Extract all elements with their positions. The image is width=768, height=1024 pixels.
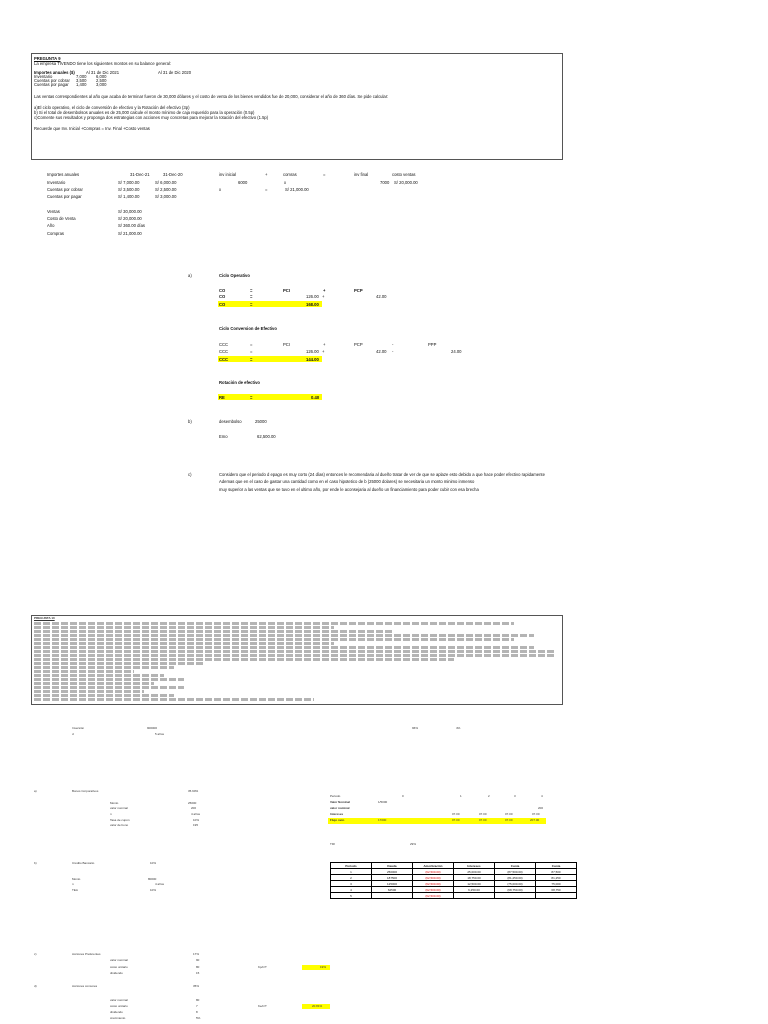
balance-row-v2: S/ 6,000.00	[155, 180, 177, 185]
table-cell: 6,250.00	[454, 887, 495, 893]
q10-d-row-label: valor nominal	[110, 998, 128, 1002]
c-comment-line-1: Considero que el periodo d epago es muy corto (24 días) entonces le recomendaria al dueño tratar de ver de que se aplaze esto debido a que hace poder efectivo rapidamente	[219, 472, 545, 477]
table-cell: (68,750.00)	[495, 887, 536, 893]
amortization-header: Periodo	[331, 863, 372, 869]
inv-r1-initial: 6000	[238, 180, 248, 185]
q10-b-row-label: n	[72, 882, 74, 886]
co-title: Ciclo Operativo	[219, 273, 250, 278]
table-cell: 75,000	[536, 881, 577, 887]
question-9-intro: La empresa TIVENDO tiene los siguientes montos en su balance general:	[34, 61, 172, 66]
q10-c-row-label: valor nominal	[110, 958, 128, 962]
q10-b-pct: 10%	[150, 861, 157, 865]
co-r3-c0: CO	[219, 302, 226, 307]
co-r2-c2: 126.00	[306, 294, 319, 299]
q10-a-row-label: Monto	[110, 801, 119, 805]
q9-recall: Recuerde que Inv. Inicial +Compras = Inv. Final +Costo ventas	[34, 126, 150, 131]
q9-header-2020: Al 31 de Dic 2020	[158, 70, 192, 75]
q10-a-row-value: 200	[191, 806, 197, 810]
question-9-title: PREGUNTA 9	[34, 56, 61, 61]
q10-b-row-value: 80000	[148, 877, 157, 881]
re-result-highlight	[218, 394, 322, 400]
q10-text-line	[34, 678, 184, 681]
q10-d-row-value: 7	[196, 1004, 198, 1008]
flow-row-label: Intereses	[330, 812, 344, 816]
q10-text-line	[34, 682, 154, 685]
ccc-r1-c0: CCC	[219, 342, 229, 347]
flow-total-value: 07.00	[505, 818, 513, 822]
table-cell: (62,500.00)	[413, 869, 454, 875]
table-cell	[454, 893, 495, 899]
q9-row-a: 1,400	[76, 82, 87, 87]
table-cell: 187500	[372, 875, 413, 881]
co-r1-c1: =	[250, 288, 253, 293]
q10-text-line	[34, 646, 534, 649]
q10-d-row-label: costo unitario	[110, 1004, 128, 1008]
amortization-header: Cuota	[495, 863, 536, 869]
re-c1: =	[250, 395, 253, 400]
q10-a-letter: a)	[34, 789, 37, 793]
inv-r2-x: x	[219, 187, 222, 192]
q10-a-row-value: 195	[193, 823, 199, 827]
q10-c-row-label: costo unitario	[110, 965, 128, 969]
flow-total-value: 207.00	[530, 818, 540, 822]
table-cell: 250000	[372, 869, 413, 875]
ccc-r3-c0: CCC	[219, 357, 229, 362]
balance-row-v2: S/ 3,000.00	[155, 194, 177, 199]
q10-a-pct: 35.90%	[188, 789, 199, 793]
q10-d-row-label: crecimiento	[110, 1016, 126, 1020]
co-r3-c2: 168.00	[306, 302, 319, 307]
q10-text-line	[34, 666, 174, 669]
q9-row-b: 2,500	[96, 78, 107, 83]
b-label-2: Emo	[219, 434, 228, 439]
ccc-r2-c4: 42.00	[376, 349, 387, 354]
q10-d-row-value: 5%	[196, 1016, 201, 1020]
q10-misc-n: 5 años	[155, 732, 165, 736]
part-c-letter: c)	[188, 472, 192, 477]
q10-misc-pct-1: 96%	[412, 726, 419, 730]
flow-head-period: 2	[488, 794, 490, 798]
q9-row-label: Cuentas por pagar	[34, 82, 69, 87]
ccc-r3-c1: =	[250, 357, 253, 362]
flow-head-label: Periodo	[330, 794, 341, 798]
table-cell: (62,500.00)	[413, 893, 454, 899]
co-r1-c4: PCP	[354, 288, 363, 293]
table-cell: 4	[331, 887, 372, 893]
ccc-r1-c6: PPP	[428, 342, 437, 347]
q9-row-label: Cuentas por cobrar	[34, 78, 70, 83]
balance-header-2020: 31-Dec-20	[163, 172, 183, 177]
q10-c-pct: 17%	[193, 952, 200, 956]
flow-head-period: 3	[514, 794, 516, 798]
table-row	[331, 893, 577, 899]
q9-sales-text: Las ventas correspondientes al año que acaba de terminar fueron de 30,000 dólares y el costo de venta de los bienes vendidos fue de 20,000, considerar el año de 360 días. Se pide calcular:	[34, 94, 389, 99]
q10-text-line	[34, 622, 514, 625]
part-a-letter: a)	[188, 273, 192, 278]
balance-row-label: Cuentas por pagar	[47, 194, 82, 199]
co-r2-c4: 42.00	[376, 294, 387, 299]
table-cell: 81,250	[536, 875, 577, 881]
q9-question-a: a)El ciclo operativo, el ciclo de conversión de efectivo y la Rotación del efectivo (3p)	[34, 105, 190, 110]
q10-text-line	[34, 698, 314, 701]
re-title: Rotación de efectivo	[219, 380, 260, 385]
q10-d-pct: 35%	[193, 984, 200, 988]
q10-d-label: Acciones comunes	[72, 984, 98, 988]
ccc-r1-c5: -	[392, 342, 394, 347]
flow-total-value: 17000	[378, 818, 387, 822]
q10-misc-pct-2: 4%	[456, 726, 461, 730]
balance-row2-value: S/ 21,000.00	[118, 231, 142, 236]
flow-row-value: 07.00	[452, 812, 460, 816]
ccc-r2-c6: 24.00	[451, 349, 462, 354]
b-value-1: 25000	[255, 419, 267, 424]
q10-text-line	[34, 650, 554, 653]
table-cell	[495, 893, 536, 899]
q10-c-row-label: dividendo	[110, 971, 123, 975]
q9-row-b: 6,000	[96, 74, 107, 79]
table-cell: 125000	[372, 881, 413, 887]
q10-text-line	[34, 630, 394, 633]
balance-row-v1: S/ 7,000.00	[118, 180, 140, 185]
question-10-title: PREGUNTA 10	[34, 616, 55, 620]
flow-total-label: Flujo neto	[330, 818, 345, 822]
balance-header-label: Importes anuales	[47, 172, 80, 177]
amortization-header: Cuota	[536, 863, 577, 869]
tir-value: 29%	[410, 842, 417, 846]
part-b-letter: b)	[188, 419, 192, 424]
c-comment-line-3: muy superior a las ventas que se tuvo en el ultimo año, por ende le aconsejaria al dueño un financiamiento para poder cubir con esa brecha	[219, 487, 479, 492]
q10-a-row-label: valor de bono	[110, 823, 129, 827]
balance-row2-label: Año	[47, 223, 55, 228]
table-cell: 62500	[372, 887, 413, 893]
re-c2: 0.40	[311, 395, 320, 400]
ccc-r2-c2: 126.00	[306, 349, 319, 354]
q10-d-letter: d)	[34, 984, 37, 988]
q10-b-letter: b)	[34, 861, 37, 865]
co-r2-c1: =	[250, 294, 253, 299]
table-cell: 12,500.00	[454, 881, 495, 887]
inv-r1-final: 7000	[380, 180, 390, 185]
q10-c-label: Acciones Preferentes	[72, 952, 101, 956]
table-cell: (62,500.00)	[413, 881, 454, 887]
q9-header-label: Importes anuales ($)	[34, 70, 75, 75]
ccc-r2-c5: -	[392, 349, 394, 354]
table-cell: 68,750	[536, 887, 577, 893]
co-r2-c3: +	[322, 294, 325, 299]
q9-row-label: Inventario	[34, 74, 53, 79]
q10-a-row-label: Tasa de cupón	[110, 818, 130, 822]
flow-row-value: 07.00	[479, 812, 487, 816]
table-cell: 18,750.00	[454, 875, 495, 881]
amortization-header: Intereses	[454, 863, 495, 869]
q10-a-row-value: 4 años	[191, 812, 201, 816]
table-cell: 25,000.00	[454, 869, 495, 875]
q9-row-a: 7,000	[76, 74, 87, 79]
q10-c-k-label: Kp/n/T	[258, 965, 267, 969]
balance-row2-label: Compras	[47, 231, 64, 236]
q10-text-line	[34, 626, 334, 629]
q10-misc-label: Inversión	[72, 726, 85, 730]
table-cell: (87,500.00)	[495, 869, 536, 875]
co-r3-c1: =	[250, 302, 253, 307]
balance-row2-label: Ventas	[47, 209, 60, 214]
q10-a-row-label: valor nominal	[110, 806, 128, 810]
table-cell: 1	[331, 869, 372, 875]
balance-row2-value: S/ 30,000.00	[118, 209, 142, 214]
flow-head-period: 1	[460, 794, 462, 798]
ccc-r1-c4: PCP	[354, 342, 363, 347]
inv-r1-x: x	[284, 180, 287, 185]
q10-b-row-label: Monto	[72, 877, 81, 881]
inv-head-purchases: comras	[283, 172, 297, 177]
inv-head-final: inv final	[354, 172, 369, 177]
flow-row-label: valor nominal	[330, 806, 350, 810]
inv-r1-cost: S/ 20,000.00	[394, 180, 418, 185]
amortization-header: Amortización	[413, 863, 454, 869]
q10-a-row-value: 25000	[188, 801, 197, 805]
q10-a-row-label: n	[110, 812, 112, 816]
q10-c-letter: c)	[34, 952, 37, 956]
balance-row-v1: S/ 1,400.00	[118, 194, 140, 199]
balance-row2-value: S/ 20,000.00	[118, 216, 142, 221]
co-r1-c3: +	[323, 288, 326, 293]
flow-total-value: 07.00	[452, 818, 460, 822]
table-cell: 2	[331, 875, 372, 881]
q9-question-b: b) Si el total de desembolsos anuales es de 25,000 calcule el monto mínimo de caja requerido para la operación (0.5p)	[34, 110, 255, 115]
balance-row2-label: Costo de Venta	[47, 216, 76, 221]
flow-total-highlight	[328, 818, 546, 824]
ccc-r2-c3: +	[322, 349, 325, 354]
q10-c-k-value: 19%	[320, 965, 327, 969]
q10-b-row-value: 4 años	[155, 882, 165, 886]
flow-row-label: Valor Nominal	[330, 800, 351, 804]
balance-row2-value: S/ 360.00 días	[118, 223, 146, 228]
q9-question-c: c)Comente sus resultados y proponga dos estrategias con acciones muy concretas para mejorar la rotación del efectivo (1.5p)	[34, 115, 269, 120]
flow-total-value: 07.00	[479, 818, 487, 822]
inv-head-plus: +	[265, 172, 268, 177]
balance-row-label: Inventario	[47, 180, 66, 185]
q10-b-label: Crédito Bancario	[72, 861, 95, 865]
flow-row-value: 1/5000	[378, 800, 388, 804]
flow-head-period: 0	[402, 794, 404, 798]
amortization-header: Deuda	[372, 863, 413, 869]
q10-c-row-value: 15	[196, 971, 200, 975]
ccc-r1-c1: =	[250, 342, 253, 347]
balance-row-v1: S/ 3,500.00	[118, 187, 140, 192]
table-cell: (81,250.00)	[495, 875, 536, 881]
ccc-r2-c1: =	[250, 349, 253, 354]
inv-head-initial: inv inicial	[219, 172, 236, 177]
q10-c-row-value: 80	[196, 965, 200, 969]
ccc-r1-c2: PCI	[283, 342, 290, 347]
q10-c-row-value: 90	[196, 958, 200, 962]
ccc-r2-c0: CCC	[219, 349, 229, 354]
flow-head-period: 4	[541, 794, 543, 798]
q10-text-line	[34, 674, 164, 677]
flow-row-value: 07.00	[532, 812, 540, 816]
q10-b-row-value: 10%	[150, 888, 157, 892]
ccc-r3-c2: 144.00	[306, 357, 319, 362]
co-r2-c0: CO	[219, 294, 226, 299]
amortization-table	[330, 862, 577, 899]
q10-misc-value: 900000	[147, 726, 158, 730]
balance-row-v2: S/ 2,500.00	[155, 187, 177, 192]
re-c0: RE	[219, 395, 225, 400]
inv-r2-equals: =	[265, 187, 268, 192]
q10-d-k-value: 20.81%	[312, 1004, 323, 1008]
table-cell: (62,500.00)	[413, 887, 454, 893]
q10-text-line	[34, 638, 514, 641]
q10-misc-d: d	[72, 732, 74, 736]
q10-text-line	[34, 670, 134, 673]
table-cell	[372, 893, 413, 899]
q10-text-line	[34, 642, 334, 645]
table-cell: 5	[331, 893, 372, 899]
q10-text-line	[34, 654, 554, 657]
q10-d-row-label: dividendo	[110, 1010, 123, 1014]
q10-text-line	[34, 694, 174, 697]
inv-head-cost: costo ventas	[392, 172, 416, 177]
q9-row-a: 3,500	[76, 78, 87, 83]
flow-row-value: 200	[538, 806, 544, 810]
q10-d-row-value: 80	[196, 998, 200, 1002]
q10-b-row-label: TEA	[72, 888, 78, 892]
q10-text-line	[34, 690, 144, 693]
table-cell: 87,500	[536, 869, 577, 875]
table-cell: (75,000.00)	[495, 881, 536, 887]
inv-r2-value: S/ 21,000.00	[285, 187, 309, 192]
q10-a-row-value: 10%	[193, 818, 200, 822]
q10-d-k-label: Ke/n/T	[258, 1004, 267, 1008]
q10-d-row-value: 8	[196, 1010, 198, 1014]
q9-header-2021: Al 31 de Dic 2021	[86, 70, 120, 75]
tir-label: TIR	[330, 842, 335, 846]
b-label-1: desembolso	[219, 419, 242, 424]
table-cell: 3	[331, 881, 372, 887]
q10-a-label: Bonos Corporativos	[72, 789, 99, 793]
balance-row-label: Cuentas por cobrar	[47, 187, 83, 192]
flow-row-value: 07.00	[505, 812, 513, 816]
inv-head-equals: =	[323, 172, 326, 177]
q10-text-line	[34, 634, 534, 637]
ccc-r1-c3: +	[323, 342, 326, 347]
q10-text-line	[34, 662, 204, 665]
q10-text-line	[34, 686, 184, 689]
b-value-2: 62,500.00	[257, 434, 276, 439]
q10-text-line	[34, 658, 454, 661]
co-r1-c2: PCI	[283, 288, 290, 293]
table-cell: (62,500.00)	[413, 875, 454, 881]
ccc-title: Ciclo Conversion de Efectivo	[219, 326, 277, 331]
q9-row-b: 3,000	[96, 82, 107, 87]
c-comment-line-2: Ademas que en el caso de gastar una cantidad como en el caso hipotetico de b (25000 dolares) se necesitaria un monto minimo inmenso	[219, 479, 475, 484]
co-r1-c0: CO	[219, 288, 226, 293]
table-cell	[536, 893, 577, 899]
balance-header-2021: 31-Dec-21	[130, 172, 150, 177]
